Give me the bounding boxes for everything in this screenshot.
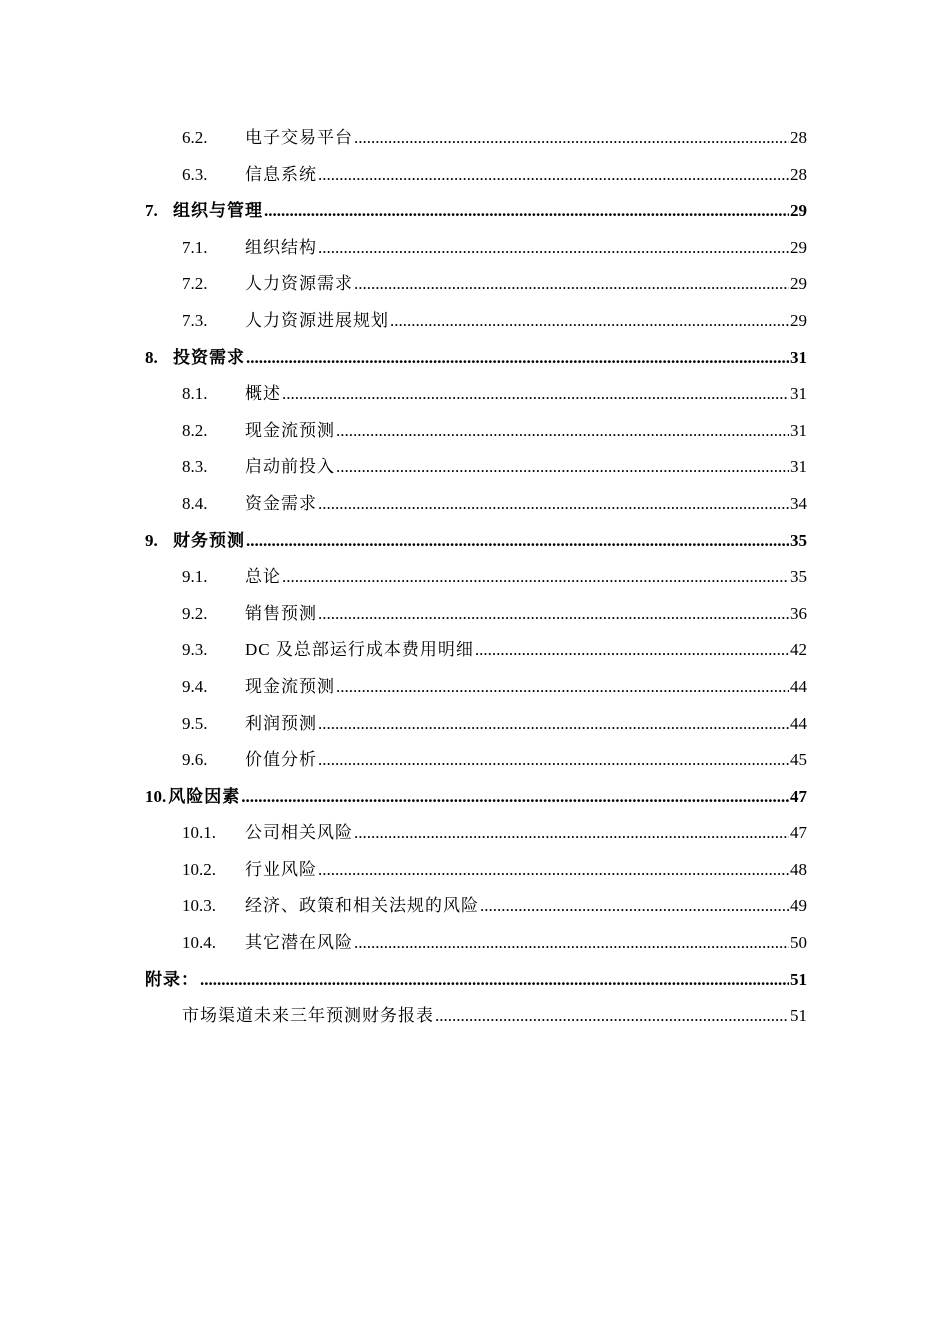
toc-entry-title: 总论 xyxy=(245,567,281,587)
toc-entry-page-number: 31 xyxy=(790,420,807,440)
toc-entry-page-number: 48 xyxy=(790,859,807,879)
toc-entry-number: 7.1. xyxy=(182,237,208,257)
toc-entry-number: 6.3. xyxy=(182,164,208,184)
toc-entry-number: 9.4. xyxy=(182,676,208,696)
toc-entry-title: 人力资源需求 xyxy=(245,274,353,294)
toc-dot-leader xyxy=(318,230,789,267)
toc-entry[interactable] xyxy=(145,962,807,999)
toc-entry-page-number: 44 xyxy=(790,676,807,696)
toc-entry-number: 8.3. xyxy=(182,457,208,477)
toc-entry-title: 现金流预测 xyxy=(245,420,335,440)
toc-entry-page-number: 47 xyxy=(790,823,807,843)
toc-entry-title: 市场渠道未来三年预测财务报表 xyxy=(182,1006,434,1026)
toc-entry-number: 8. xyxy=(145,347,158,367)
toc-entry-number: 10.2. xyxy=(182,859,216,879)
toc-entry-title: DC 及总部运行成本费用明细 xyxy=(245,640,474,660)
toc-entry[interactable] xyxy=(145,669,807,706)
toc-entry-title: 人力资源进展规划 xyxy=(245,310,389,330)
toc-dot-leader xyxy=(354,815,789,852)
toc-dot-leader xyxy=(475,632,789,669)
toc-entry[interactable] xyxy=(145,632,807,669)
toc-entry[interactable] xyxy=(145,376,807,413)
toc-entry[interactable] xyxy=(145,157,807,194)
toc-dot-leader xyxy=(354,266,789,303)
toc-dot-leader xyxy=(480,888,789,925)
toc-entry-page-number: 47 xyxy=(790,786,807,806)
toc-entry-page-number: 36 xyxy=(790,603,807,623)
toc-entry-title: 附录： xyxy=(145,969,199,989)
toc-entry-number: 9. xyxy=(145,530,158,550)
toc-entry-number: 9.6. xyxy=(182,750,208,770)
toc-entry[interactable] xyxy=(145,815,807,852)
toc-entry[interactable] xyxy=(145,266,807,303)
toc-entry[interactable] xyxy=(145,742,807,779)
toc-entry-page-number: 42 xyxy=(790,640,807,660)
toc-dot-leader xyxy=(318,486,789,523)
toc-entry-title: 行业风险 xyxy=(245,859,317,879)
table-of-contents xyxy=(145,120,807,1035)
toc-entry-title: 电子交易平台 xyxy=(245,128,353,147)
toc-entry-number: 9.5. xyxy=(182,713,208,733)
toc-entry-page-number: 49 xyxy=(790,896,807,916)
toc-dot-leader xyxy=(282,559,789,596)
toc-entry-page-number: 35 xyxy=(790,567,807,587)
toc-entry[interactable] xyxy=(145,193,807,230)
toc-entry-page-number: 31 xyxy=(790,347,807,367)
toc-entry-page-number: 50 xyxy=(790,933,807,953)
toc-dot-leader xyxy=(200,962,789,999)
toc-dot-leader xyxy=(246,340,789,377)
toc-dot-leader xyxy=(336,413,789,450)
toc-dot-leader xyxy=(354,120,789,157)
toc-entry-number: 9.1. xyxy=(182,567,208,587)
toc-entry[interactable] xyxy=(145,852,807,889)
toc-dot-leader xyxy=(318,742,789,779)
toc-entry-number: 10.4. xyxy=(182,933,216,953)
toc-dot-leader xyxy=(336,449,789,486)
toc-entry-number: 9.3. xyxy=(182,640,208,660)
toc-entry[interactable] xyxy=(145,998,807,1035)
toc-entry-page-number: 28 xyxy=(790,128,807,147)
toc-entry-title: 资金需求 xyxy=(245,493,317,513)
toc-entry[interactable] xyxy=(145,449,807,486)
toc-entry-title: 价值分析 xyxy=(245,750,317,770)
toc-entry-page-number: 51 xyxy=(790,969,807,989)
toc-dot-leader xyxy=(318,852,789,889)
toc-entry-number: 7.2. xyxy=(182,274,208,294)
toc-entry-number: 8.2. xyxy=(182,420,208,440)
toc-entry-title: 投资需求 xyxy=(173,347,245,367)
toc-dot-leader xyxy=(318,157,789,194)
toc-entry-page-number: 51 xyxy=(790,1006,807,1026)
toc-entry-title: 财务预测 xyxy=(173,530,245,550)
toc-entry[interactable] xyxy=(145,230,807,267)
toc-entry-page-number: 28 xyxy=(790,164,807,184)
toc-entry[interactable] xyxy=(145,340,807,377)
toc-entry[interactable] xyxy=(145,706,807,743)
toc-entry-page-number: 44 xyxy=(790,713,807,733)
toc-entry-title: 概述 xyxy=(245,384,281,404)
toc-entry[interactable] xyxy=(145,303,807,340)
toc-entry-title: 销售预测 xyxy=(245,603,317,623)
toc-entry-title: 公司相关风险 xyxy=(245,823,353,843)
toc-dot-leader xyxy=(246,523,789,560)
toc-entry-page-number: 29 xyxy=(790,274,807,294)
toc-dot-leader xyxy=(264,193,789,230)
toc-dot-leader xyxy=(241,779,789,816)
toc-dot-leader xyxy=(282,376,789,413)
toc-entry-title: 启动前投入 xyxy=(245,457,335,477)
toc-entry-page-number: 45 xyxy=(790,750,807,770)
toc-entry-page-number: 34 xyxy=(790,493,807,513)
toc-entry[interactable] xyxy=(145,925,807,962)
toc-entry-page-number: 31 xyxy=(790,384,807,404)
toc-entry-number: 10.3. xyxy=(182,896,216,916)
toc-dot-leader xyxy=(336,669,789,706)
toc-entry[interactable] xyxy=(145,523,807,560)
toc-entry[interactable] xyxy=(145,596,807,633)
toc-entry[interactable] xyxy=(145,486,807,523)
toc-dot-leader xyxy=(354,925,789,962)
toc-dot-leader xyxy=(390,303,789,340)
toc-entry-page-number: 31 xyxy=(790,457,807,477)
toc-entry[interactable] xyxy=(145,413,807,450)
toc-entry-number: 6.2. xyxy=(182,128,208,147)
toc-entry-page-number: 29 xyxy=(790,310,807,330)
toc-entry-number: 10.1. xyxy=(182,823,216,843)
toc-entry-title: 风险因素 xyxy=(168,786,241,806)
toc-entry-number: 7. xyxy=(145,201,158,221)
toc-entry-title: 其它潜在风险 xyxy=(245,933,353,953)
toc-entry-number: 7.3. xyxy=(182,310,208,330)
toc-entry-number: 8.1. xyxy=(182,384,208,404)
toc-entry[interactable] xyxy=(145,559,807,596)
toc-entry-title: 组织与管理 xyxy=(173,201,263,221)
toc-entry-title: 利润预测 xyxy=(245,713,317,733)
toc-entry-number: 10. xyxy=(145,786,167,806)
toc-entry-number: 8.4. xyxy=(182,493,208,513)
toc-dot-leader xyxy=(435,998,789,1035)
toc-entry-page-number: 29 xyxy=(790,237,807,257)
toc-entry-page-number: 35 xyxy=(790,530,807,550)
toc-dot-leader xyxy=(318,596,789,633)
toc-entry[interactable] xyxy=(145,888,807,925)
toc-dot-leader xyxy=(318,706,789,743)
toc-entry-title: 经济、政策和相关法规的风险 xyxy=(245,896,479,916)
toc-entry-title: 信息系统 xyxy=(245,164,317,184)
toc-entry-title: 组织结构 xyxy=(245,237,317,257)
toc-entry[interactable] xyxy=(145,779,807,816)
toc-entry-number: 9.2. xyxy=(182,603,208,623)
toc-entry[interactable] xyxy=(145,120,807,157)
toc-entry-page-number: 29 xyxy=(790,201,807,221)
toc-entry-title: 现金流预测 xyxy=(245,676,335,696)
